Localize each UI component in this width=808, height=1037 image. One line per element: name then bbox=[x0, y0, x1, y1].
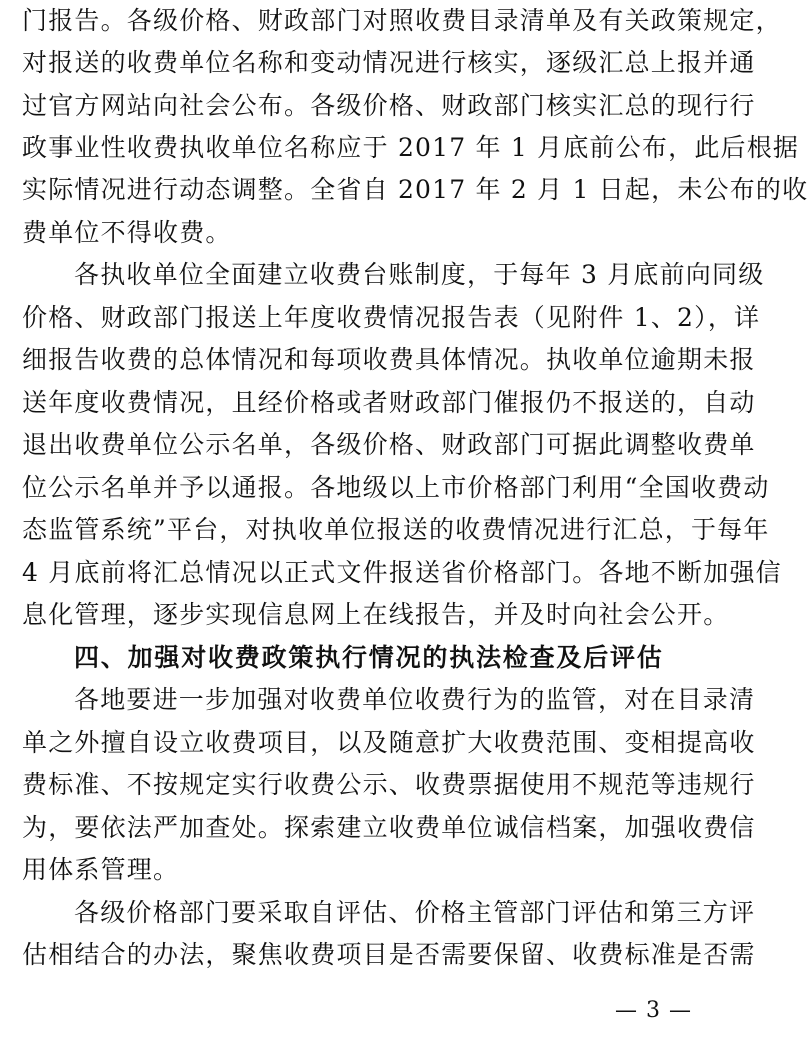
text-line-9: 细报告收费的总体情况和每项收费具体情况。执收单位逾期未报 bbox=[22, 345, 756, 374]
text-line-13: 态监管系统”平台，对执收单位报送的收费情况进行汇总，于每年 bbox=[22, 515, 770, 544]
text-line-4: 政事业性收费执收单位名称应于 2017 年 1 月底前公布，此后根据 bbox=[22, 133, 800, 162]
page-number: — 3 — bbox=[615, 998, 692, 1023]
text-line-14: 4 月底前将汇总情况以正式文件报送省价格部门。各地不断加强信 bbox=[22, 558, 782, 587]
text-line-19: 费标准、不按规定实行收费公示、收费票据使用不规范等违规行 bbox=[22, 770, 756, 799]
text-line-18: 单之外擅自设立收费项目，以及随意扩大收费范围、变相提高收 bbox=[22, 728, 756, 757]
text-line-12: 位公示名单并予以通报。各地级以上市价格部门利用“全国收费动 bbox=[22, 473, 770, 502]
text-line-15: 息化管理，逐步实现信息网上在线报告，并及时向社会公开。 bbox=[22, 600, 730, 629]
paragraph-first-line-2: 各地要进一步加强对收费单位收费行为的监管，对在目录清 bbox=[74, 685, 756, 714]
text-line-11: 退出收费单位公示名单，各级价格、财政部门可据此调整收费单 bbox=[22, 430, 756, 459]
text-line-2: 对报送的收费单位名称和变动情况进行核实，逐级汇总上报并通 bbox=[22, 48, 756, 77]
text-line-21: 用体系管理。 bbox=[22, 855, 180, 884]
text-line-1: 门报告。各级价格、财政部门对照收费目录清单及有关政策规定， bbox=[22, 6, 782, 35]
text-line-6: 费单位不得收费。 bbox=[22, 218, 232, 247]
text-line-10: 送年度收费情况，且经价格或者财政部门催报仍不报送的，自动 bbox=[22, 388, 756, 417]
text-line-8: 价格、财政部门报送上年度收费情况报告表（见附件 1、2），详 bbox=[22, 303, 761, 332]
text-line-5: 实际情况进行动态调整。全省自 2017 年 2 月 1 日起，未公布的收 bbox=[22, 175, 808, 204]
paragraph-first-line-1: 各执收单位全面建立收费台账制度，于每年 3 月底前向同级 bbox=[74, 260, 765, 289]
paragraph-first-line-3: 各级价格部门要采取自评估、价格主管部门评估和第三方评 bbox=[74, 898, 756, 927]
text-line-3: 过官方网站向社会公布。各级价格、财政部门核实汇总的现行行 bbox=[22, 91, 756, 120]
text-line-23: 估相结合的办法，聚焦收费项目是否需要保留、收费标准是否需 bbox=[22, 940, 756, 969]
text-line-20: 为，要依法严加查处。探索建立收费单位诚信档案，加强收费信 bbox=[22, 813, 756, 842]
section-heading: 四、加强对收费政策执行情况的执法检查及后评估 bbox=[74, 643, 664, 672]
